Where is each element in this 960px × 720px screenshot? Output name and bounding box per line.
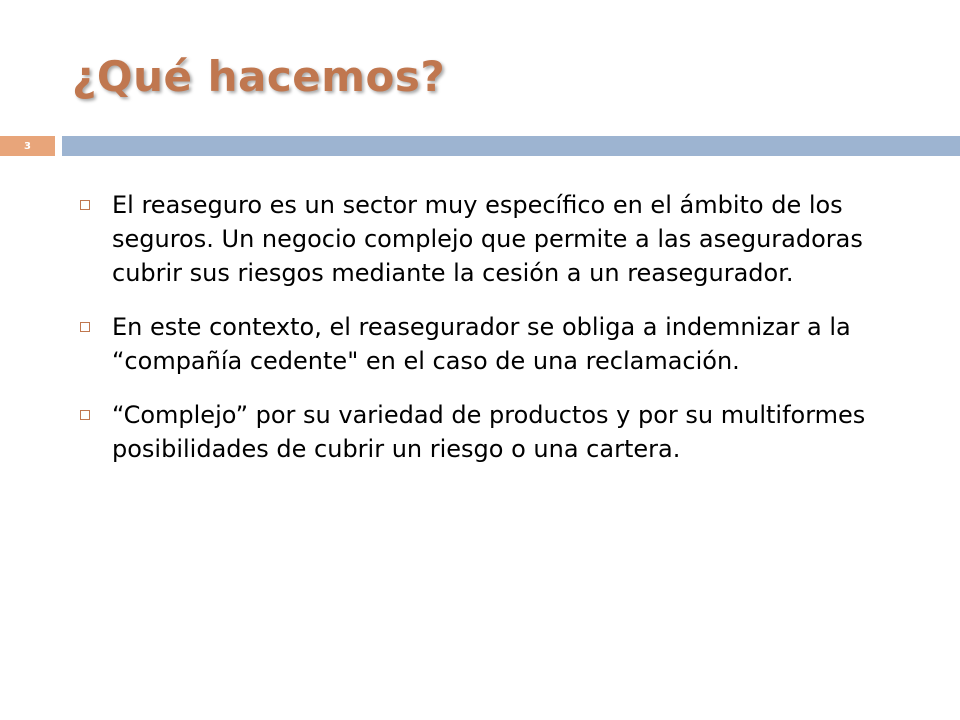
bullet-item — [76, 310, 886, 378]
slide-title: ¿Qué hacemos? — [72, 52, 446, 101]
hollow-square-icon — [80, 200, 90, 210]
bullet-text: El reaseguro es un sector muy específico en el ámbito de los seguros. Un negocio complejo que permite a las aseguradoras cubrir sus riesgos mediante la cesión a un reasegurador. — [112, 191, 863, 287]
bullet-text: En este contexto, el reasegurador se obliga a indemnizar a la “compañía cedente" en el caso de una reclamación. — [112, 313, 851, 375]
slide-number-box — [0, 136, 55, 156]
hollow-square-icon — [80, 410, 90, 420]
bullet-list — [76, 188, 886, 486]
slide-number: 3 — [24, 140, 31, 152]
bullet-item — [76, 398, 886, 466]
bullet-text: “Complejo” por su variedad de productos y por su multiformes posibilidades de cubrir un riesgo o una cartera. — [112, 401, 866, 463]
hollow-square-icon — [80, 322, 90, 332]
title-divider-bar — [62, 136, 960, 156]
bullet-item — [76, 188, 886, 290]
